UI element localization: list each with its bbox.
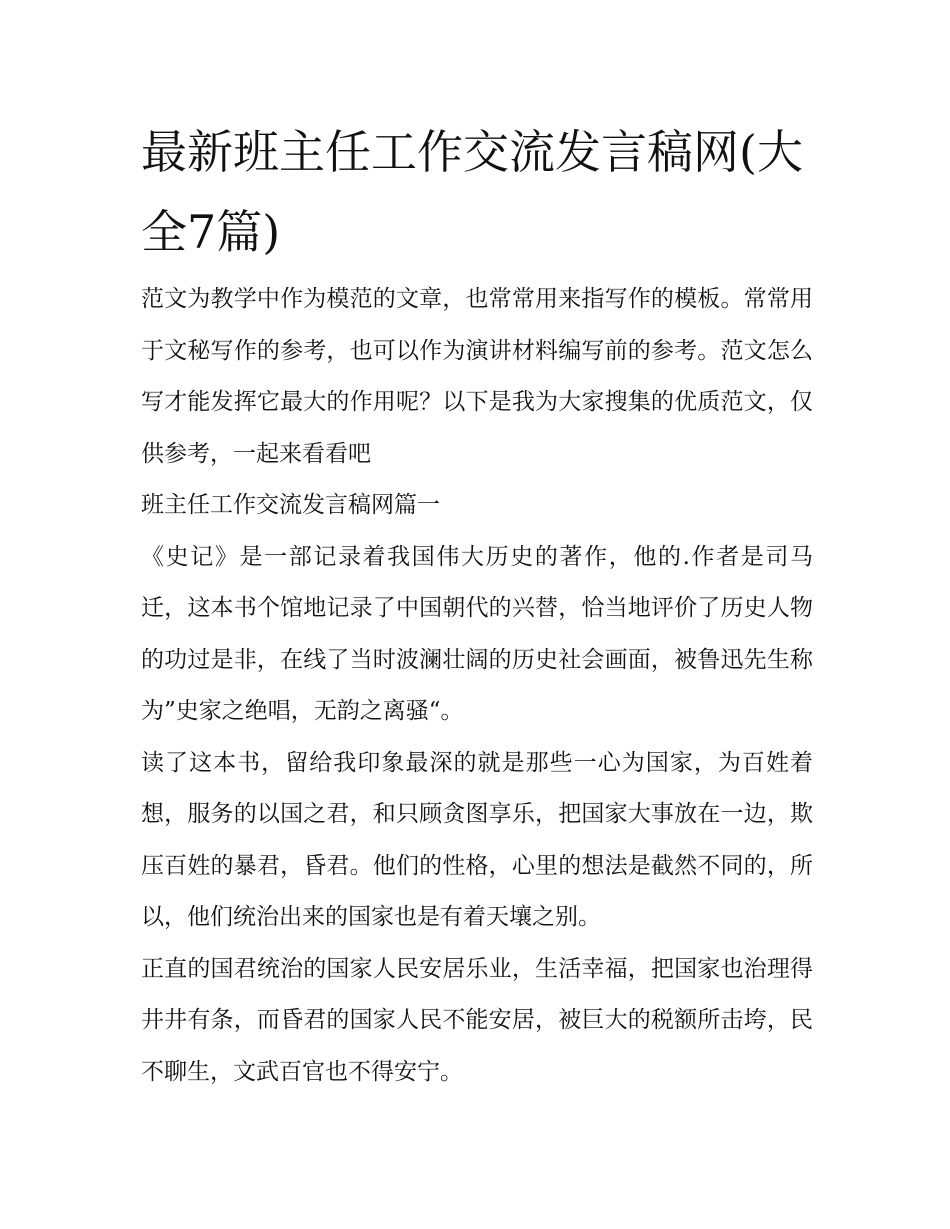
body-paragraph-2: 读了这本书，留给我印象最深的就是那些一心为国家，为百姓着想，服务的以国之君，和只顾贪图享乐，把国家大事放在一边，欺压百姓的暴君，昏君。他们的性格，心里的想法是截然不同的，所以，他们统治出来的国家也是有着天壤之别。	[141, 749, 813, 930]
document-page	[141, 112, 813, 1098]
document-title: 最新班主任工作交流发言稿网(大全7篇)	[141, 125, 803, 259]
body-paragraph-3: 正直的国君统治的国家人民安居乐业，生活幸福，把国家也治理得井井有条，而昏君的国家人民不能安居，被巨大的税额所击垮，民不聊生，文武百官也不得安宁。	[141, 955, 813, 1085]
intro-paragraph: 范文为教学中作为模范的文章，也常常用来指写作的模板。常常用于文秘写作的参考，也可以作为演讲材料编写前的参考。范文怎么写才能发挥它最大的作用呢？以下是我为大家搜集的优质范文，仅供参考，一起来看看吧	[141, 286, 813, 467]
body-paragraph-1: 《史记》是一部记录着我国伟大历史的著作，他的.作者是司马迁，这本书个馆地记录了中国朝代的兴替，恰当地评价了历史人物的功过是非，在线了当时波澜壮阔的历史社会画面，被鲁迅先生称为”史家之绝唱，无韵之离骚“。	[141, 543, 813, 724]
section-heading: 班主任工作交流发言稿网篇一	[141, 492, 440, 518]
